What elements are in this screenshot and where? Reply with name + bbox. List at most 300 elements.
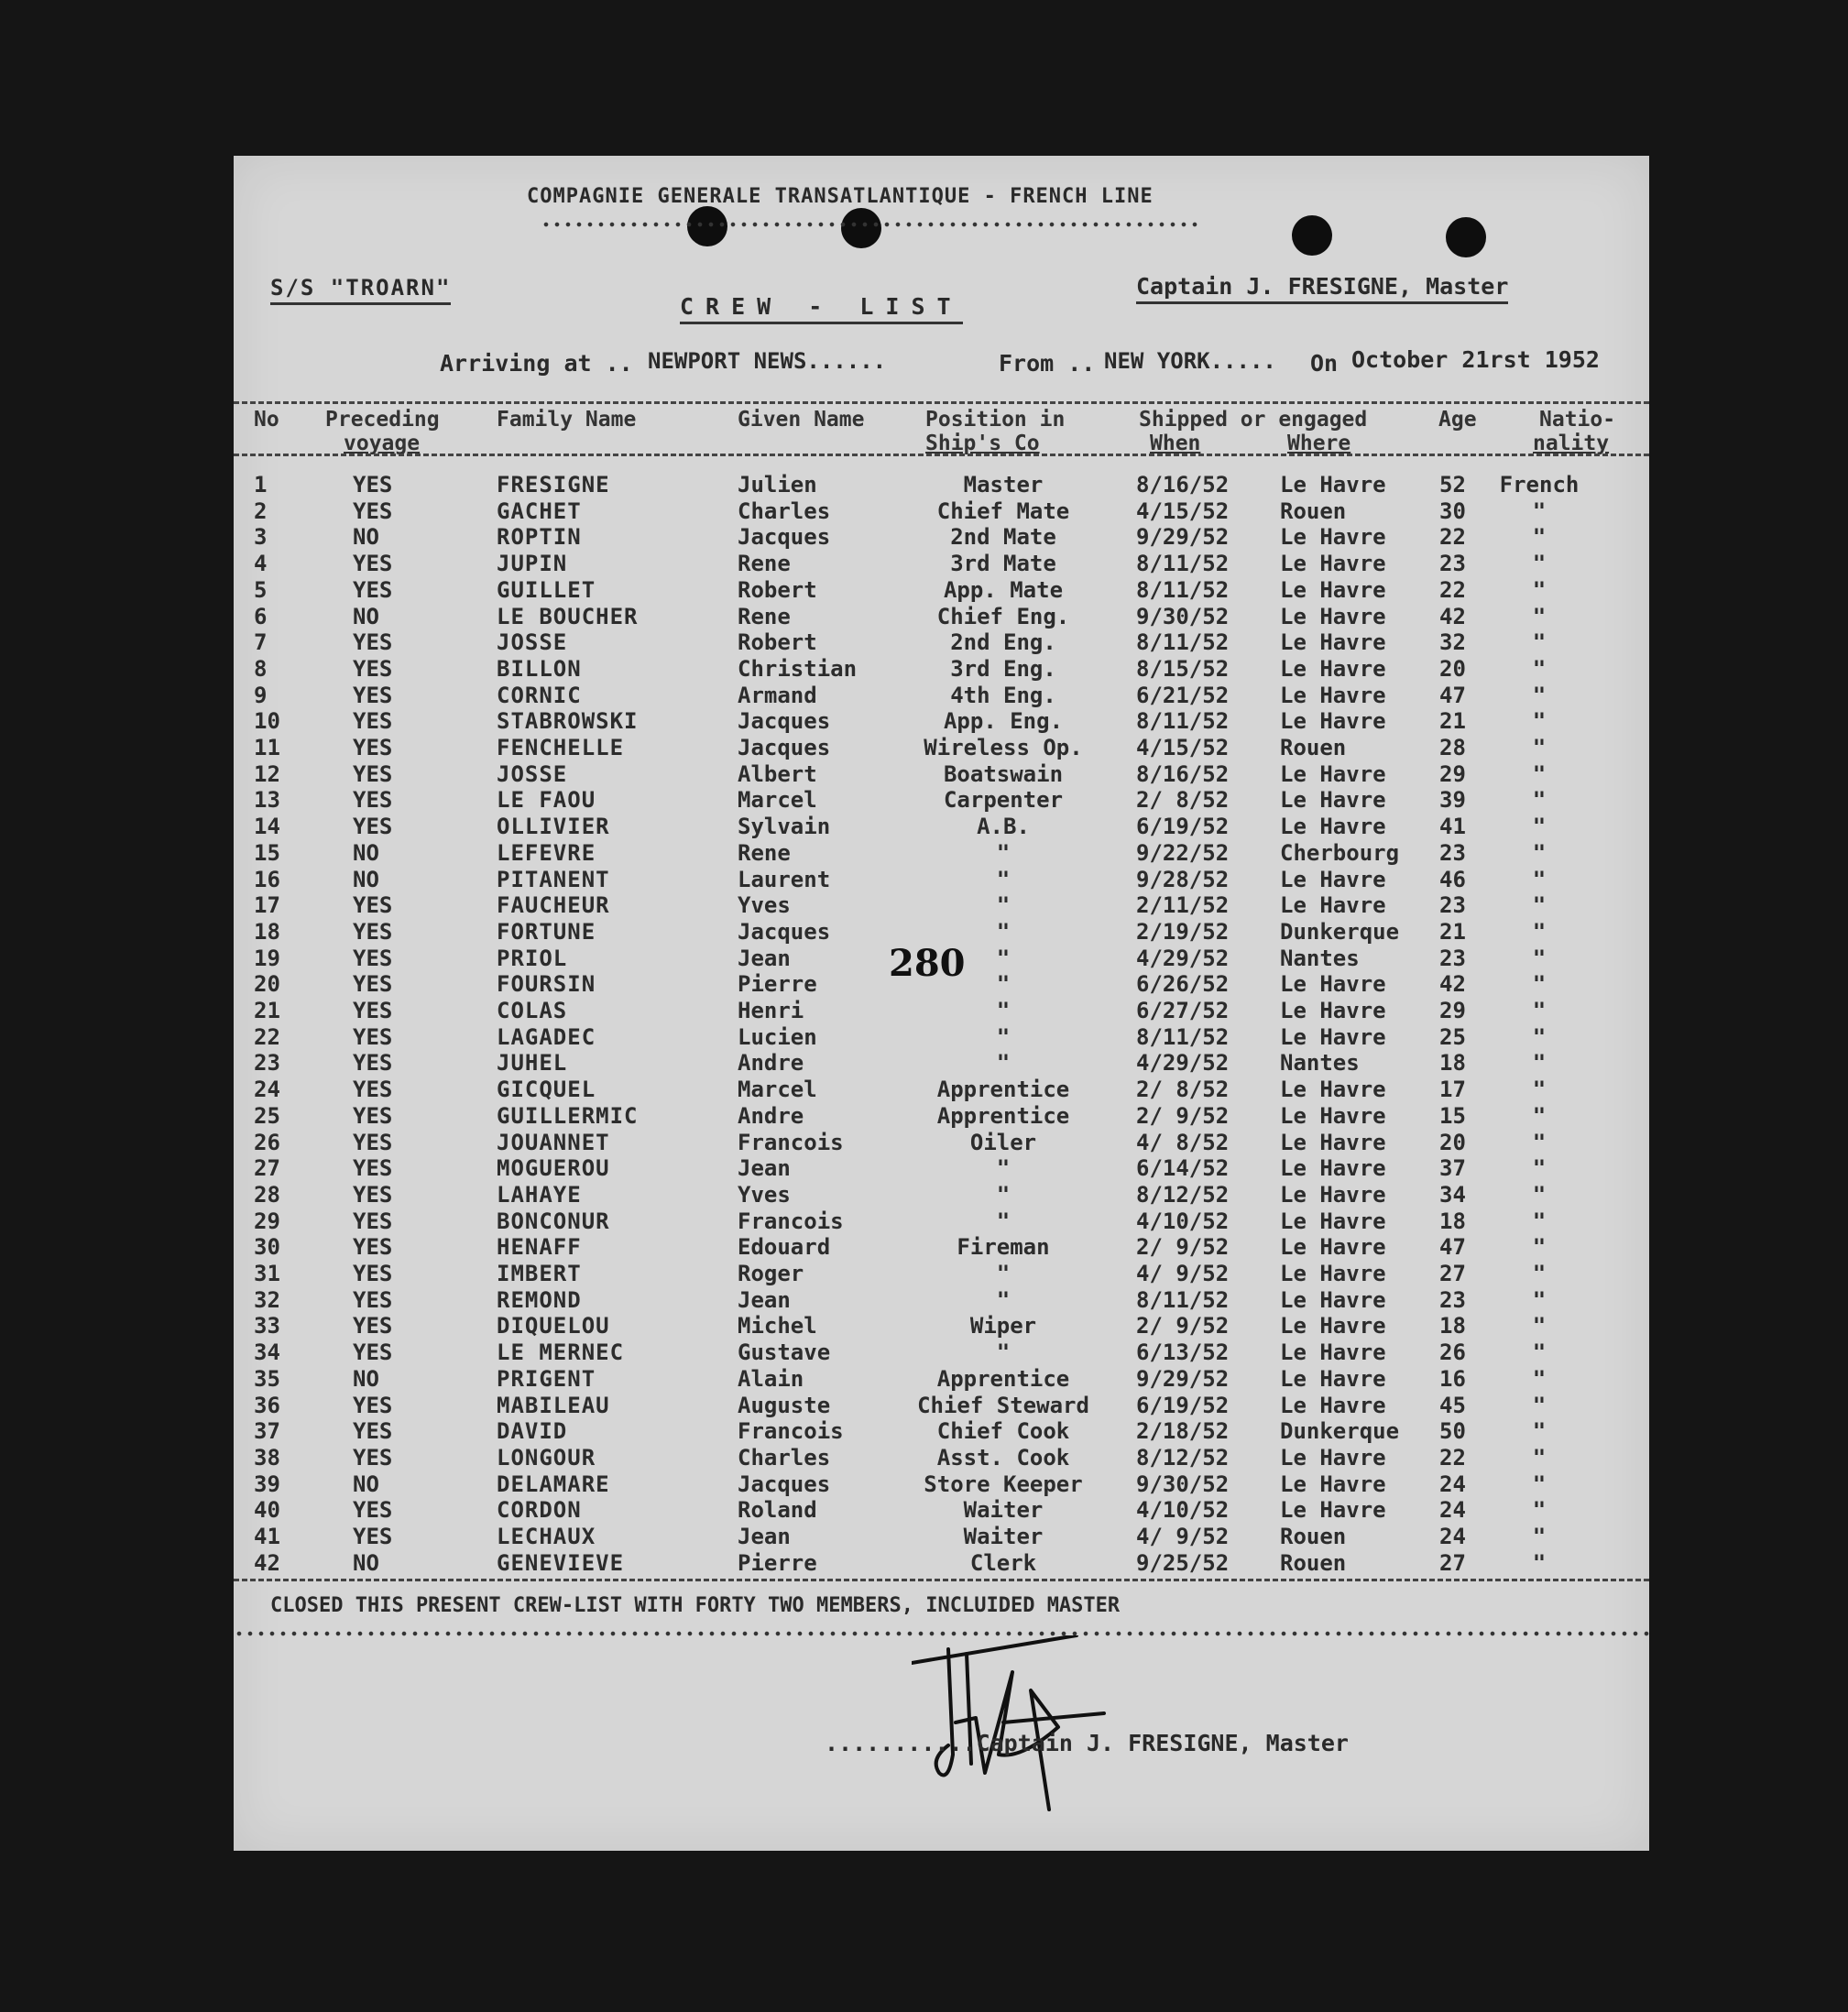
crew-when: 2/ 9/52 [1136, 1313, 1230, 1340]
crew-no: 24 [254, 1077, 280, 1103]
crew-family-name: BONCONUR [497, 1208, 610, 1234]
crew-where: Le Havre [1280, 682, 1386, 708]
crew-position: Chief Mate [936, 498, 1070, 524]
crew-family-name: FAUCHEUR [497, 892, 610, 919]
crew-position: " [996, 1286, 1011, 1313]
dotted-rule [541, 220, 1200, 229]
crew-position: " [996, 1023, 1011, 1050]
stamp-number: 280 [889, 942, 966, 985]
crew-no: 18 [254, 918, 280, 945]
table-row [234, 1130, 1649, 1156]
crew-position: " [996, 1261, 1011, 1286]
crew-family-name: PITANENT [497, 866, 610, 892]
crew-where: Le Havre [1280, 1261, 1386, 1286]
crew-when: 9/28/52 [1136, 866, 1230, 892]
crew-given-name: Jean [738, 1524, 791, 1549]
crew-nationality: " [1532, 1497, 1547, 1524]
crew-no: 15 [254, 839, 280, 866]
crew-no: 12 [254, 760, 280, 787]
crew-where: Le Havre [1280, 998, 1386, 1023]
crew-preceding: YES [353, 971, 393, 998]
crew-position: " [996, 1208, 1011, 1234]
crew-where: Le Havre [1280, 1392, 1386, 1418]
crew-no: 40 [254, 1497, 280, 1524]
crew-given-name: Pierre [738, 1549, 817, 1576]
crew-nationality: " [1532, 1418, 1547, 1445]
crew-when: 8/11/52 [1136, 1023, 1230, 1050]
crew-family-name: LECHAUX [497, 1524, 596, 1549]
crew-when: 8/15/52 [1136, 655, 1230, 682]
crew-position: Apprentice [936, 1365, 1070, 1392]
page-title: CREW - LIST [680, 293, 963, 324]
crew-position: 3rd Mate [950, 551, 1056, 577]
company-heading: COMPAGNIE GENERALE TRANSATLANTIQUE - FRENCH LINE [527, 185, 1154, 208]
crew-given-name: Jacques [738, 708, 831, 735]
date-label: On [1310, 350, 1339, 377]
crew-position: " [996, 1340, 1011, 1366]
crew-given-name: Andre [738, 1050, 804, 1077]
crew-preceding: YES [353, 629, 393, 656]
crew-nationality: " [1532, 1444, 1547, 1471]
crew-nationality: " [1532, 998, 1547, 1023]
crew-when: 6/26/52 [1136, 971, 1230, 998]
crew-when: 8/11/52 [1136, 551, 1230, 577]
crew-where: Rouen [1280, 1524, 1347, 1549]
crew-when: 8/12/52 [1136, 1444, 1230, 1471]
crew-family-name: LE FAOU [497, 787, 596, 814]
crew-nationality: " [1532, 1208, 1547, 1234]
crew-position: Oiler [969, 1129, 1037, 1155]
crew-position: " [996, 918, 1011, 945]
crew-no: 31 [254, 1261, 280, 1286]
crew-nationality: " [1532, 1050, 1547, 1077]
crew-position: 2nd Mate [950, 524, 1056, 551]
crew-given-name: Jean [738, 1155, 791, 1182]
crew-nationality: " [1532, 1524, 1547, 1549]
crew-family-name: REMOND [497, 1286, 582, 1313]
crew-given-name: Albert [738, 760, 817, 787]
col-where: Where [1287, 432, 1351, 455]
crew-given-name: Jean [738, 945, 791, 971]
crew-when: 8/12/52 [1136, 1181, 1230, 1208]
crew-nationality: " [1532, 839, 1547, 866]
crew-family-name: JOSSE [497, 760, 568, 787]
crew-where: Le Havre [1280, 1155, 1386, 1182]
crew-where: Le Havre [1280, 524, 1386, 551]
crew-when: 6/19/52 [1136, 814, 1230, 840]
crew-nationality: " [1532, 708, 1547, 735]
crew-given-name: Robert [738, 576, 817, 603]
crew-given-name: Robert [738, 629, 817, 656]
crew-nationality: " [1532, 603, 1547, 629]
crew-when: 2/11/52 [1136, 892, 1230, 919]
crew-given-name: Charles [738, 1444, 831, 1471]
table-row [234, 1182, 1649, 1208]
crew-where: Le Havre [1280, 708, 1386, 735]
crew-position: Wireless Op. [924, 735, 1083, 760]
crew-no: 34 [254, 1340, 280, 1366]
crew-no: 13 [254, 787, 280, 814]
crew-position: 3rd Eng. [950, 655, 1056, 682]
crew-age: 46 [1439, 866, 1466, 892]
crew-no: 25 [254, 1102, 280, 1129]
crew-when: 8/11/52 [1136, 708, 1230, 735]
crew-family-name: MOGUEROU [497, 1155, 610, 1182]
crew-where: Le Havre [1280, 814, 1386, 840]
crew-nationality: " [1532, 1023, 1547, 1050]
crew-given-name: Marcel [738, 1077, 817, 1103]
crew-preceding: YES [353, 1392, 393, 1418]
crew-where: Le Havre [1280, 629, 1386, 656]
crew-family-name: FOURSIN [497, 971, 596, 998]
table-row [234, 498, 1649, 525]
crew-where: Cherbourg [1280, 839, 1400, 866]
crew-position: A.B. [977, 814, 1030, 840]
crew-position: Store Keeper [924, 1471, 1083, 1497]
crew-nationality: " [1532, 1077, 1547, 1103]
crew-preceding: NO [353, 524, 379, 551]
crew-family-name: LAHAYE [497, 1181, 582, 1208]
crew-preceding: YES [353, 1340, 393, 1366]
crew-when: 9/30/52 [1136, 603, 1230, 629]
crew-when: 6/14/52 [1136, 1155, 1230, 1182]
crew-age: 45 [1439, 1392, 1466, 1418]
crew-given-name: Laurent [738, 866, 831, 892]
crew-preceding: YES [353, 1497, 393, 1524]
crew-position: Master [963, 472, 1044, 498]
crew-age: 15 [1439, 1102, 1466, 1129]
crew-preceding: YES [353, 682, 393, 708]
crew-age: 22 [1439, 524, 1466, 551]
crew-where: Le Havre [1280, 655, 1386, 682]
crew-preceding: YES [353, 1077, 393, 1103]
table-row [234, 1524, 1649, 1550]
header-bottom-rule [234, 454, 1649, 456]
crew-when: 2/18/52 [1136, 1418, 1230, 1445]
crew-given-name: Christian [738, 655, 858, 682]
crew-position: " [996, 1155, 1011, 1182]
crew-where: Le Havre [1280, 1340, 1386, 1366]
crew-nationality: " [1532, 971, 1547, 998]
crew-preceding: YES [353, 655, 393, 682]
crew-position: Chief Steward [917, 1392, 1089, 1418]
crew-when: 9/25/52 [1136, 1549, 1230, 1576]
crew-when: 9/22/52 [1136, 839, 1230, 866]
table-row [234, 1366, 1649, 1393]
crew-age: 27 [1439, 1261, 1466, 1286]
crew-no: 20 [254, 971, 280, 998]
crew-where: Le Havre [1280, 603, 1386, 629]
crew-nationality: " [1532, 629, 1547, 656]
crew-no: 7 [254, 629, 268, 656]
table-row [234, 1287, 1649, 1314]
crew-preceding: NO [353, 1365, 379, 1392]
crew-no: 36 [254, 1392, 280, 1418]
col-nationality: Natio- [1539, 408, 1616, 432]
col-when: When [1150, 432, 1201, 455]
table-row [234, 1313, 1649, 1340]
crew-nationality: " [1532, 1365, 1547, 1392]
col-given-name: Given Name [738, 408, 865, 432]
crew-preceding: YES [353, 1181, 393, 1208]
crew-family-name: PRIGENT [497, 1365, 596, 1392]
table-row [234, 840, 1649, 867]
header-top-rule [234, 401, 1649, 404]
table-row [234, 683, 1649, 709]
signature-caption: ...........Captain J. FRESIGNE, Master [825, 1730, 1349, 1756]
crew-given-name: Gustave [738, 1340, 831, 1366]
crew-preceding: YES [353, 498, 393, 524]
crew-given-name: Auguste [738, 1392, 831, 1418]
table-row [234, 867, 1649, 893]
crew-position: Chief Eng. [936, 603, 1070, 629]
crew-family-name: CORDON [497, 1497, 582, 1524]
table-row [234, 1208, 1649, 1235]
crew-given-name: Rene [738, 603, 791, 629]
crew-where: Le Havre [1280, 971, 1386, 998]
crew-position: Clerk [969, 1549, 1037, 1576]
crew-preceding: YES [353, 1524, 393, 1549]
crew-preceding: NO [353, 866, 379, 892]
crew-given-name: Henri [738, 998, 804, 1023]
crew-given-name: Francois [738, 1418, 844, 1445]
crew-nationality: " [1532, 498, 1547, 524]
crew-preceding: YES [353, 1208, 393, 1234]
table-row [234, 472, 1649, 498]
crew-family-name: JUPIN [497, 551, 568, 577]
crew-nationality: " [1532, 735, 1547, 760]
crew-where: Le Havre [1280, 1234, 1386, 1261]
crew-position: Chief Cook [936, 1418, 1070, 1445]
table-row [234, 629, 1649, 656]
crew-age: 29 [1439, 998, 1466, 1023]
crew-nationality: French [1499, 472, 1580, 498]
crew-family-name: DAVID [497, 1418, 568, 1445]
crew-family-name: LONGOUR [497, 1444, 596, 1471]
crew-family-name: OLLIVIER [497, 814, 610, 840]
crew-family-name: LEFEVRE [497, 839, 596, 866]
crew-where: Le Havre [1280, 1286, 1386, 1313]
crew-given-name: Jacques [738, 918, 831, 945]
crew-age: 22 [1439, 576, 1466, 603]
crew-family-name: GUILLERMIC [497, 1102, 639, 1129]
col-position: Position in [925, 408, 1066, 432]
crew-when: 9/29/52 [1136, 524, 1230, 551]
crew-given-name: Rene [738, 839, 791, 866]
crew-given-name: Francois [738, 1129, 844, 1155]
col-preceding-2: voyage [344, 432, 421, 455]
crew-age: 23 [1439, 839, 1466, 866]
crew-nationality: " [1532, 1129, 1547, 1155]
crew-nationality: " [1532, 1102, 1547, 1129]
crew-when: 2/19/52 [1136, 918, 1230, 945]
crew-position: Boatswain [943, 760, 1064, 787]
crew-no: 16 [254, 866, 280, 892]
table-row [234, 787, 1649, 814]
crew-position: " [996, 945, 1011, 971]
punch-hole [1446, 217, 1486, 257]
crew-nationality: " [1532, 1234, 1547, 1261]
crew-preceding: YES [353, 814, 393, 840]
crew-where: Le Havre [1280, 576, 1386, 603]
crew-given-name: Charles [738, 498, 831, 524]
crew-no: 8 [254, 655, 268, 682]
crew-age: 29 [1439, 760, 1466, 787]
crew-position: Carpenter [943, 787, 1064, 814]
arriving-label: Arriving at .. [440, 350, 633, 377]
crew-nationality: " [1532, 1313, 1547, 1340]
crew-family-name: JUHEL [497, 1050, 568, 1077]
crew-age: 34 [1439, 1181, 1466, 1208]
punch-hole [1292, 215, 1332, 256]
crew-where: Le Havre [1280, 892, 1386, 919]
table-row [234, 656, 1649, 683]
crew-age: 23 [1439, 551, 1466, 577]
table-row [234, 814, 1649, 840]
crew-family-name: HENAFF [497, 1234, 582, 1261]
crew-when: 4/ 8/52 [1136, 1129, 1230, 1155]
crew-nationality: " [1532, 1286, 1547, 1313]
crew-when: 2/ 8/52 [1136, 787, 1230, 814]
table-row [234, 1234, 1649, 1261]
crew-position: Asst. Cook [936, 1444, 1070, 1471]
crew-where: Le Havre [1280, 472, 1386, 498]
crew-age: 20 [1439, 1129, 1466, 1155]
crew-position: 2nd Eng. [950, 629, 1056, 656]
table-row [234, 1340, 1649, 1366]
table-row [234, 1024, 1649, 1051]
crew-no: 42 [254, 1549, 280, 1576]
crew-no: 29 [254, 1208, 280, 1234]
crew-position: App. Mate [943, 576, 1064, 603]
arriving-value: NEWPORT NEWS...... [648, 348, 887, 374]
crew-family-name: DIQUELOU [497, 1313, 610, 1340]
crew-given-name: Edouard [738, 1234, 831, 1261]
crew-position: " [996, 1181, 1011, 1208]
crew-where: Rouen [1280, 498, 1347, 524]
crew-preceding: YES [353, 1129, 393, 1155]
crew-given-name: Julien [738, 472, 817, 498]
crew-position: " [996, 892, 1011, 919]
crew-preceding: YES [353, 472, 393, 498]
crew-age: 30 [1439, 498, 1466, 524]
crew-no: 35 [254, 1365, 280, 1392]
crew-nationality: " [1532, 551, 1547, 577]
crew-preceding: YES [353, 1155, 393, 1182]
crew-age: 16 [1439, 1365, 1466, 1392]
crew-when: 6/21/52 [1136, 682, 1230, 708]
crew-preceding: NO [353, 839, 379, 866]
crew-preceding: YES [353, 551, 393, 577]
crew-family-name: MABILEAU [497, 1392, 610, 1418]
col-position-2: Ship's Co [925, 432, 1040, 455]
crew-given-name: Pierre [738, 971, 817, 998]
crew-nationality: " [1532, 918, 1547, 945]
crew-age: 26 [1439, 1340, 1466, 1366]
crew-when: 2/ 9/52 [1136, 1234, 1230, 1261]
crew-age: 50 [1439, 1418, 1466, 1445]
crew-when: 4/29/52 [1136, 1050, 1230, 1077]
crew-where: Le Havre [1280, 1444, 1386, 1471]
col-preceding: Preceding [325, 408, 440, 432]
crew-family-name: IMBERT [497, 1261, 582, 1286]
crew-when: 2/ 8/52 [1136, 1077, 1230, 1103]
crew-given-name: Yves [738, 892, 791, 919]
crew-family-name: STABROWSKI [497, 708, 639, 735]
crew-when: 8/11/52 [1136, 576, 1230, 603]
table-row [234, 998, 1649, 1024]
arrival-date: October 21rst 1952 [1351, 346, 1600, 373]
crew-where: Le Havre [1280, 866, 1386, 892]
crew-when: 4/29/52 [1136, 945, 1230, 971]
crew-given-name: Michel [738, 1313, 817, 1340]
crew-nationality: " [1532, 814, 1547, 840]
table-row [234, 1418, 1649, 1445]
table-row [234, 1393, 1649, 1419]
table-row [234, 524, 1649, 551]
crew-given-name: Roger [738, 1261, 804, 1286]
crew-family-name: LE MERNEC [497, 1340, 625, 1366]
crew-position: " [996, 866, 1011, 892]
crew-family-name: LE BOUCHER [497, 603, 639, 629]
crew-given-name: Rene [738, 551, 791, 577]
crew-family-name: DELAMARE [497, 1471, 610, 1497]
crew-position: " [996, 998, 1011, 1023]
crew-no: 19 [254, 945, 280, 971]
table-row [234, 1155, 1649, 1182]
crew-position: Waiter [963, 1524, 1044, 1549]
crew-when: 4/ 9/52 [1136, 1261, 1230, 1286]
crew-age: 42 [1439, 971, 1466, 998]
table-row [234, 551, 1649, 577]
crew-where: Le Havre [1280, 1365, 1386, 1392]
crew-preceding: YES [353, 945, 393, 971]
crew-where: Le Havre [1280, 551, 1386, 577]
crew-no: 23 [254, 1050, 280, 1077]
crew-given-name: Lucien [738, 1023, 817, 1050]
table-row [234, 1550, 1649, 1577]
crew-age: 52 [1439, 472, 1466, 498]
crew-family-name: JOUANNET [497, 1129, 610, 1155]
crew-age: 18 [1439, 1313, 1466, 1340]
crew-nationality: " [1532, 682, 1547, 708]
crew-nationality: " [1532, 1261, 1547, 1286]
crew-no: 11 [254, 735, 280, 760]
crew-when: 4/15/52 [1136, 735, 1230, 760]
crew-where: Le Havre [1280, 1023, 1386, 1050]
crew-family-name: PRIOL [497, 945, 568, 971]
crew-no: 26 [254, 1129, 280, 1155]
crew-given-name: Andre [738, 1102, 804, 1129]
crew-no: 14 [254, 814, 280, 840]
table-row [234, 1103, 1649, 1130]
crew-family-name: GICQUEL [497, 1077, 596, 1103]
crew-when: 4/ 9/52 [1136, 1524, 1230, 1549]
crew-nationality: " [1532, 892, 1547, 919]
crew-no: 39 [254, 1471, 280, 1497]
table-row [234, 735, 1649, 761]
crew-nationality: " [1532, 655, 1547, 682]
crew-where: Le Havre [1280, 787, 1386, 814]
crew-age: 23 [1439, 945, 1466, 971]
crew-preceding: YES [353, 708, 393, 735]
closing-top-rule [234, 1579, 1649, 1581]
crew-nationality: " [1532, 1340, 1547, 1366]
crew-age: 24 [1439, 1524, 1466, 1549]
crew-age: 37 [1439, 1155, 1466, 1182]
crew-family-name: FRESIGNE [497, 472, 610, 498]
crew-no: 22 [254, 1023, 280, 1050]
